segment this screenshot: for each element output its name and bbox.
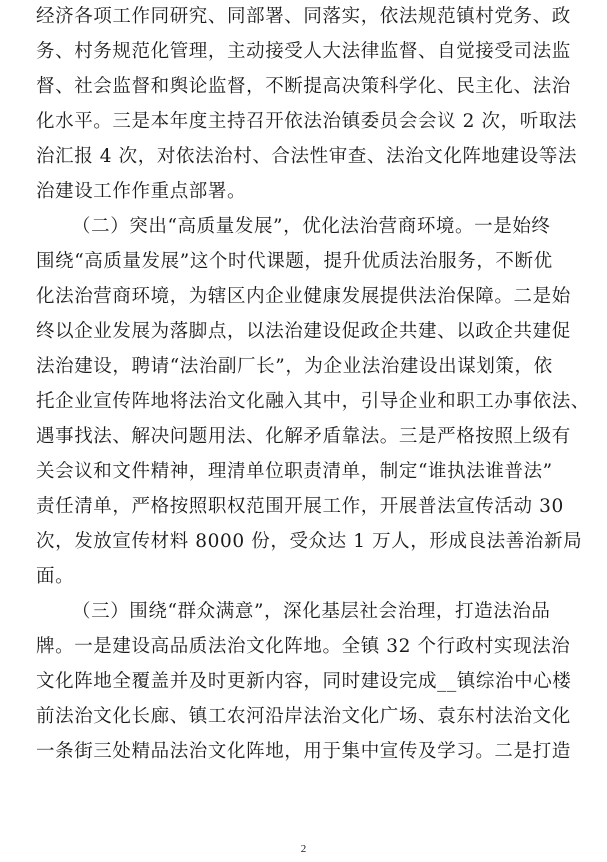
text-line: 化水平。三是本年度主持召开依法治镇委员会会议 2 次，听取法 [36,111,578,132]
text-line: 一条街三处精品法治文化阵地，用于集中宣传及学习。二是打造 [36,741,571,762]
text-line: 督、社会监督和舆论监督，不断提高决策科学化、民主化、法治 [36,76,571,97]
text-line: 次，发放宣传材料 8000 份，受众达 1 万人，形成良法善治新局 [36,531,583,552]
page-number: 2 [300,843,307,855]
text-line: 牌。一是建设高品质法治文化阵地。全镇 32 个行政村实现法治 [36,636,571,657]
text-line: 文化阵地全覆盖并及时更新内容，同时建设完成__镇综治中心楼 [36,671,572,692]
text-line: 法治建设，聘请“法治副厂长”，为企业法治建设出谋划策，依 [36,356,553,377]
text-line: 治汇报 4 次，对依法治村、合法性审查、法治文化阵地建设等法 [36,146,578,167]
text-line: 面。 [36,566,75,587]
text-line: 责任清单，严格按照职权范围开展工作，开展普法宣传活动 30 [36,496,564,517]
text-line: 务、村务规范化管理，主动接受人大法律监督、自觉接受司法监 [36,41,571,62]
text-line: 经济各项工作同研究、同部署、同落实，依法规范镇村党务、政 [36,6,571,27]
section-heading-line: （三）围绕“群众满意”，深化基层社会治理，打造法治品 [72,601,551,622]
text-line: 终以企业发展为落脚点，以法治建设促政企共建、以政企共建促 [36,321,571,342]
text-line: 化法治营商环境，为辖区内企业健康发展提供法治保障。二是始 [36,286,571,307]
text-line: 遇事找法、解决问题用法、化解矛盾靠法。三是严格按照上级有 [36,426,571,447]
text-line: 治建设工作作重点部署。 [36,181,247,202]
text-line: 关会议和文件精神，理清单位职责清单，制定“谁执法谁普法” [36,461,553,482]
text-line: 托企业宣传阵地将法治文化融入其中，引导企业和职工办事依法、 [36,391,590,412]
text-line: 围绕“高质量发展”这个时代课题，提升优质法治服务，不断优 [36,251,553,272]
text-line: 前法治文化长廊、镇工农河沿岸法治文化广场、袁东村法治文化 [36,706,571,727]
section-heading-line: （二）突出“高质量发展”，优化法治营商环境。一是始终 [72,216,551,237]
